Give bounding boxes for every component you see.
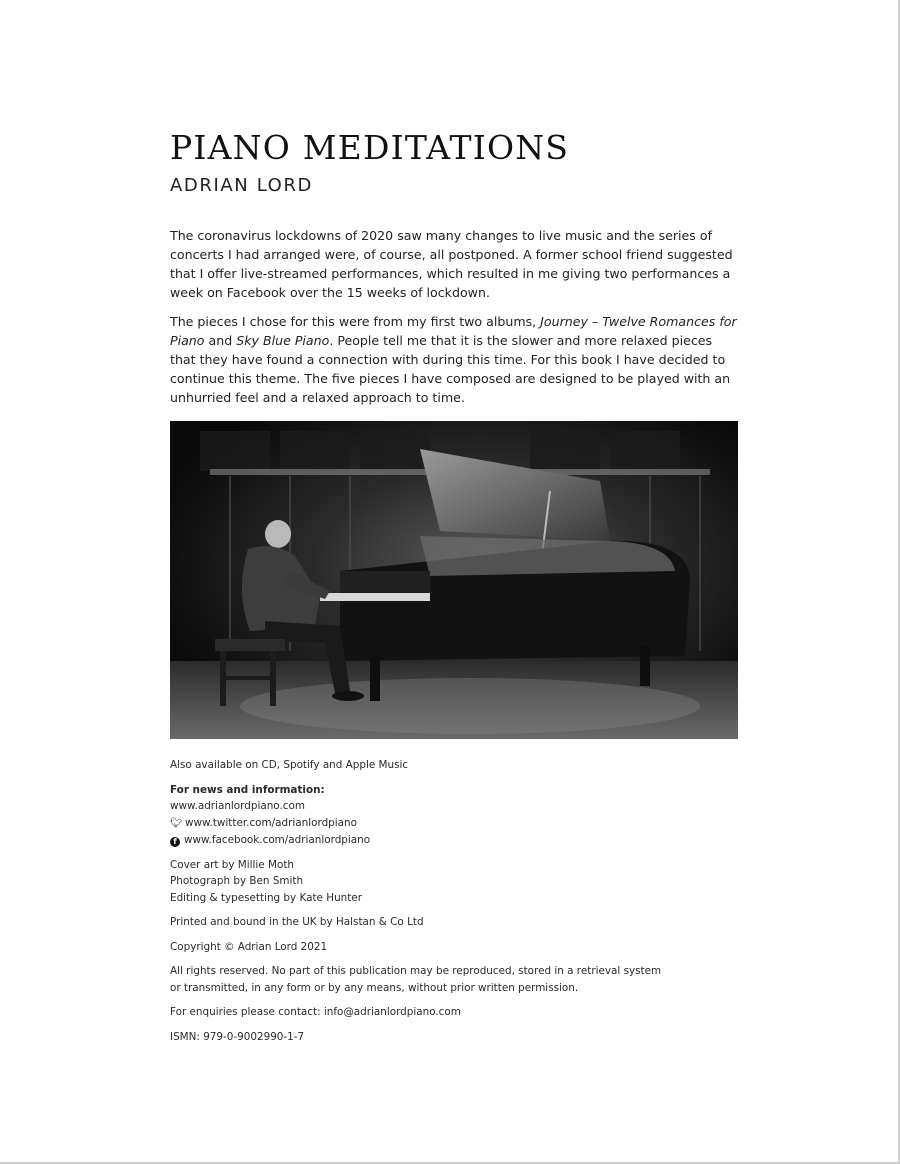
twitter-link[interactable]: 🐦︎ www.twitter.com/adrianlordpiano: [170, 815, 738, 833]
credit-editing: Editing & typesetting by Kate Hunter: [170, 891, 362, 904]
ismn-note: ISMN: 979-0-9002990-1-7: [170, 1030, 305, 1043]
website-link[interactable]: www.adrianlordpiano.com: [170, 800, 305, 812]
intro-paragraph-1: The coronavirus lockdowns of 2020 saw many changes to live music and the series of concerts I had arranged were, of course, all postponed. A former school friend suggested that I offer live-streamed performances, which resulted in me giving two performances a week on Facebook over the 15 weeks of lockdown.: [170, 228, 733, 300]
book-title: PIANO MEDITATIONS: [170, 128, 570, 167]
twitter-icon: 🐦︎: [170, 817, 183, 829]
news-section: [170, 782, 738, 849]
album-title-journey: Journey – Twelve Romances for Piano: [170, 314, 737, 348]
page-content: [170, 128, 738, 1045]
pianist-photo: [170, 421, 738, 739]
facebook-icon: f: [170, 837, 180, 847]
credits-section: [170, 857, 738, 907]
availability-note: Also available on CD, Spotify and Apple Music: [170, 759, 409, 771]
copyright-note: Copyright © Adrian Lord 2021: [170, 940, 328, 953]
credit-cover: Cover art by Millie Moth: [170, 858, 294, 871]
introduction: [170, 226, 738, 407]
printer-note: Printed and bound in the UK by Halstan & Co Ltd: [170, 916, 424, 928]
album-title-sky-blue-piano: Sky Blue Piano: [236, 333, 330, 348]
intro-paragraph-2: The pieces I chose for this were from my first two albums, Journey – Twelve Romances for Piano and Sky Blue Piano. People tell me that it is the slower and more relaxed pieces that they have found a connection with during this time. For this book I have decided to continue this theme. The five pieces I have composed are designed to be played with an unhurried feel and a relaxed approach to time.: [170, 314, 737, 405]
credit-photo: Photograph by Ben Smith: [170, 875, 304, 887]
pianist-photo-illustration: [170, 421, 738, 739]
enquiries-note: For enquiries please contact: info@adrianlordpiano.com: [170, 1006, 461, 1018]
news-heading: For news and information:: [170, 783, 325, 796]
facebook-link[interactable]: f www.facebook.com/adrianlordpiano: [170, 832, 738, 849]
author-name: ADRIAN LORD: [170, 175, 314, 196]
rights-note: All rights reserved. No part of this publication may be reproduced, stored in a retrieval system or transmitted, in any form or by any means, without prior written permission.: [170, 965, 662, 994]
